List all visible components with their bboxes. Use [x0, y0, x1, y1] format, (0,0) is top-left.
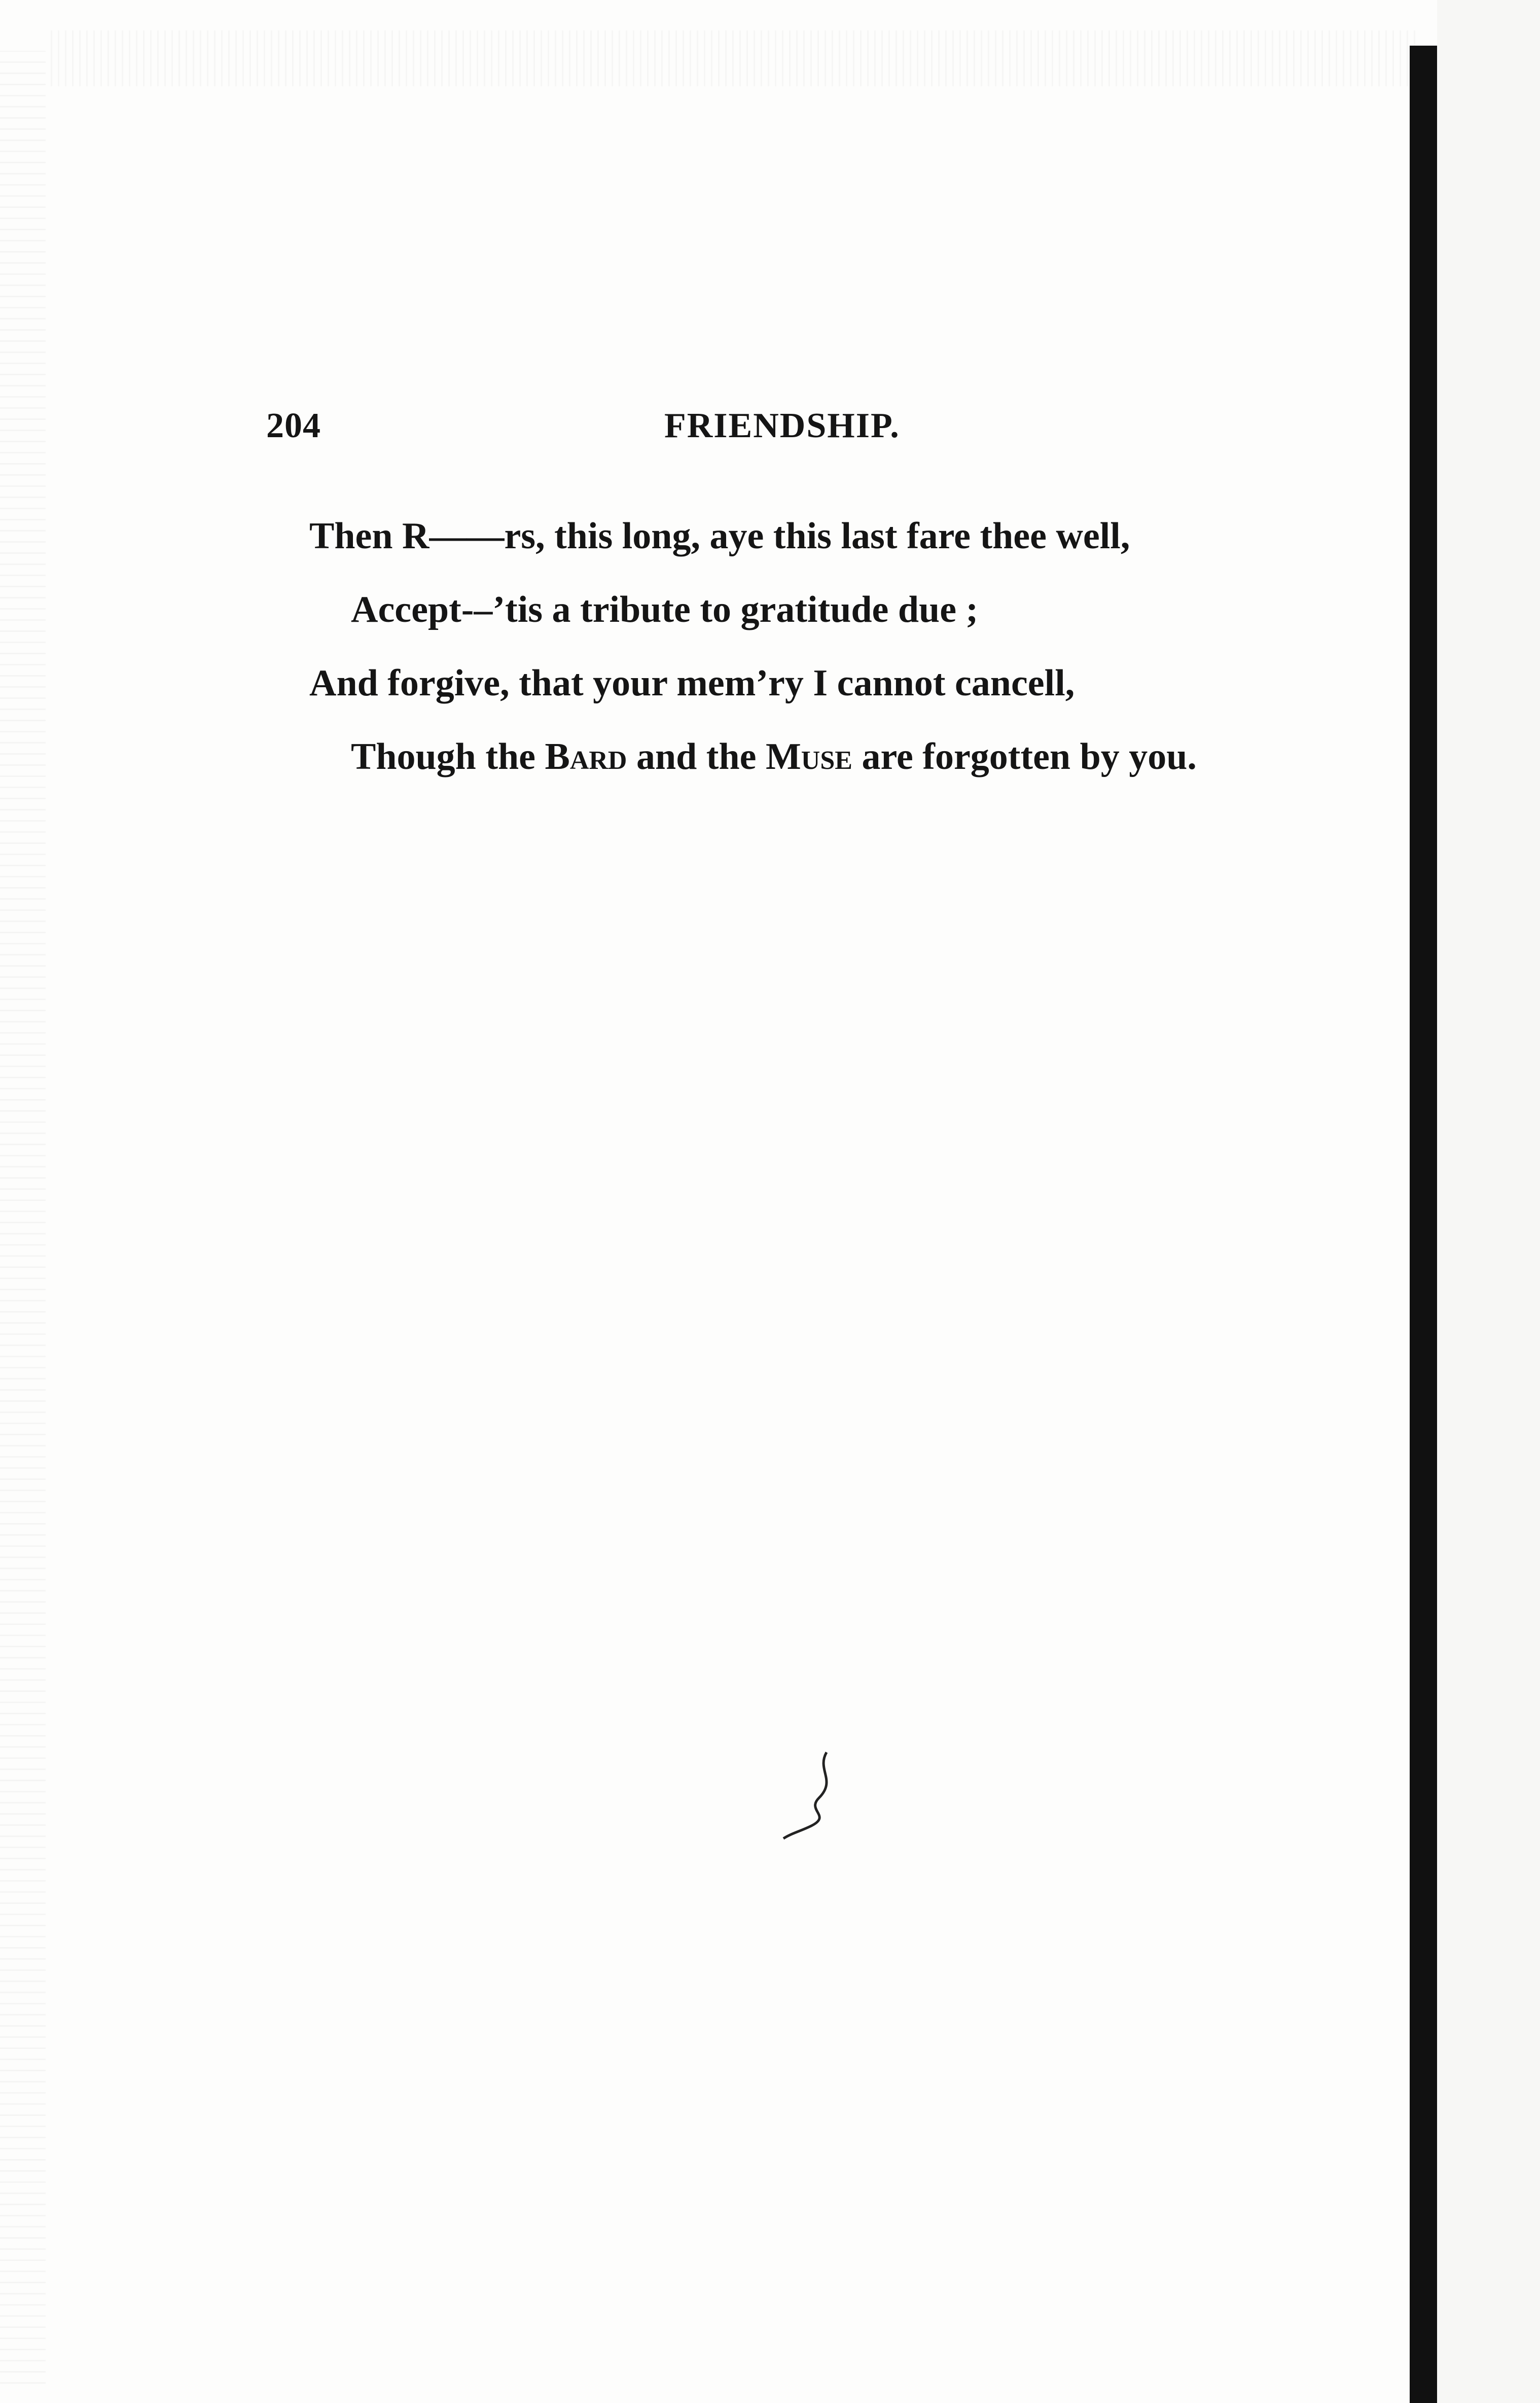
scan-grain-left	[0, 51, 46, 2384]
verse-line-4-part-3: are forgotten by you.	[852, 736, 1197, 778]
word-bard: Bard	[545, 736, 627, 778]
facing-page-edge	[1437, 0, 1540, 2403]
ink-squiggle-mark	[781, 1750, 842, 1841]
page-number: 204	[266, 406, 321, 445]
verse-line-4	[309, 720, 1425, 794]
verse-line-4-part-1: Though the	[351, 736, 545, 778]
verse-line-2: Accept-–’tis a tribute to gratitude due ;	[351, 589, 979, 630]
verse-line-3: And forgive, that your mem’ry I cannot cancell,	[309, 662, 1075, 704]
verse-line-4-part-2: and the	[627, 736, 766, 778]
word-muse: Muse	[765, 736, 852, 778]
scan-grain-top	[51, 30, 1420, 86]
binding-gutter-shadow	[1410, 46, 1437, 2403]
verse-line-1: Then R——rs, this long, aye this last fare thee well,	[309, 515, 1130, 557]
running-title: FRIENDSHIP.	[664, 406, 900, 445]
poem-stanza	[309, 500, 1425, 794]
